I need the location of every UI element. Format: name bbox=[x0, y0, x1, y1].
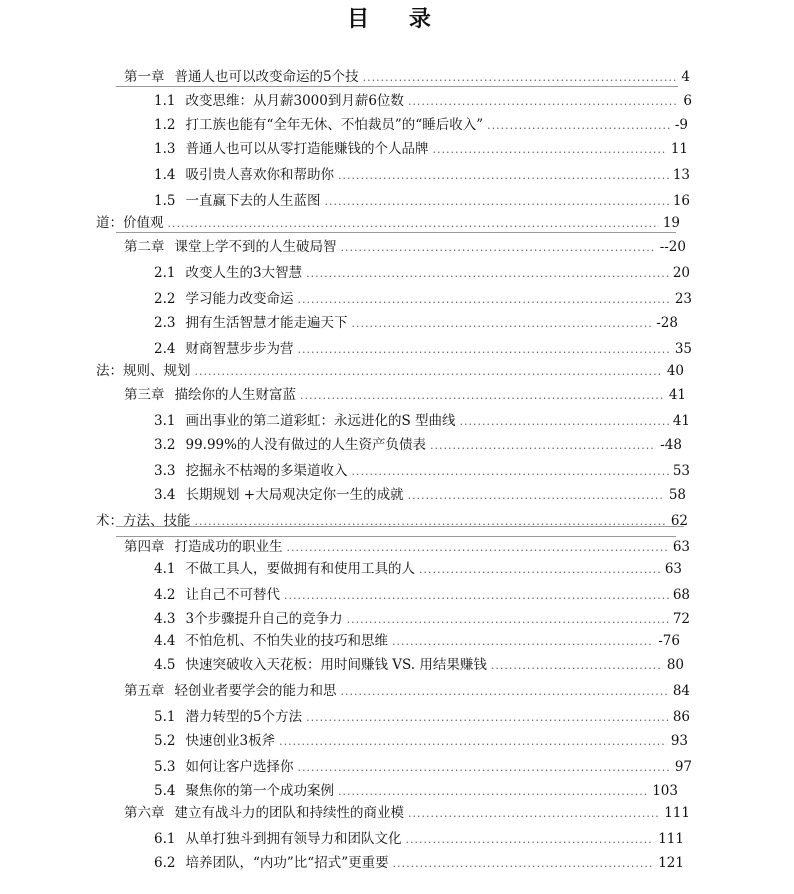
toc-entry-part[interactable] bbox=[96, 214, 680, 232]
toc-entry-section[interactable] bbox=[154, 436, 682, 454]
toc-entry-section[interactable] bbox=[154, 758, 692, 776]
toc-entry-section[interactable] bbox=[154, 486, 686, 504]
toc-entry-section[interactable] bbox=[154, 610, 690, 628]
divider-line bbox=[116, 536, 676, 537]
entry-number: 2.3 bbox=[154, 315, 176, 331]
entry-page: 62 bbox=[670, 513, 688, 529]
entry-number: 5.4 bbox=[154, 783, 176, 799]
divider-line bbox=[116, 232, 676, 233]
entry-number: 第二章 bbox=[124, 239, 165, 255]
entry-page: -76 bbox=[658, 633, 680, 649]
entry-title: 术：方法、技能 bbox=[96, 513, 191, 529]
dot-leader bbox=[430, 438, 656, 454]
dot-leader bbox=[297, 342, 670, 358]
dot-leader bbox=[195, 514, 667, 530]
entry-title: 课堂上学不到的人生破局智 bbox=[174, 239, 337, 255]
entry-page: 97 bbox=[674, 759, 692, 775]
entry-number: 第一章 bbox=[124, 69, 165, 85]
toc-entry-section[interactable] bbox=[154, 732, 688, 750]
entry-title: 长期规划 +大局观决定你一生的成就 bbox=[185, 487, 404, 503]
toc-entry-chapter[interactable] bbox=[124, 538, 690, 556]
entry-title: 让自己不可替代 bbox=[185, 587, 280, 603]
toc-entry-section[interactable] bbox=[154, 560, 682, 578]
entry-page: 86 bbox=[672, 709, 690, 725]
entry-page: 80 bbox=[666, 657, 684, 673]
entry-page: 35 bbox=[674, 341, 692, 357]
entry-page: 63 bbox=[672, 539, 690, 555]
toc-entry-chapter[interactable] bbox=[124, 238, 686, 256]
entry-page: 111 bbox=[664, 805, 690, 821]
dot-leader bbox=[338, 168, 669, 184]
entry-title: 不怕危机、不怕失业的技巧和思维 bbox=[185, 633, 388, 649]
dot-leader bbox=[363, 70, 678, 86]
entry-number: 3.1 bbox=[154, 413, 176, 429]
dot-leader bbox=[287, 540, 669, 556]
entry-page: 84 bbox=[672, 683, 690, 699]
dot-leader bbox=[297, 292, 670, 308]
entry-number: 1.3 bbox=[154, 141, 176, 157]
entry-title: 不做工具人，要做拥有和使用工具的人 bbox=[185, 561, 415, 577]
toc-entry-section[interactable] bbox=[154, 586, 690, 604]
dot-leader bbox=[351, 464, 668, 480]
entry-number: 5.3 bbox=[154, 759, 176, 775]
entry-number: 1.1 bbox=[154, 93, 176, 109]
entry-page: 41 bbox=[672, 413, 690, 429]
entry-title: 99.99%的人没有做过的人生资产负债表 bbox=[185, 437, 426, 453]
entry-number: 6.2 bbox=[154, 855, 176, 871]
entry-page: -48 bbox=[660, 437, 682, 453]
entry-title: 一直赢下去的人生蓝图 bbox=[185, 193, 321, 209]
toc-entry-section[interactable] bbox=[154, 264, 690, 282]
entry-page: 58 bbox=[668, 487, 686, 503]
entry-page: 111 bbox=[658, 831, 684, 847]
toc-entry-section[interactable] bbox=[154, 632, 680, 650]
toc-entry-section[interactable] bbox=[154, 656, 684, 674]
entry-page: 11 bbox=[670, 141, 688, 157]
entry-page: 63 bbox=[664, 561, 682, 577]
entry-title: 画出事业的第二道彩虹：永远进化的S 型曲线 bbox=[185, 413, 456, 429]
toc-entry-chapter[interactable] bbox=[124, 682, 690, 700]
entry-page: 13 bbox=[672, 167, 690, 183]
entry-page: 72 bbox=[672, 611, 690, 627]
entry-page: 19 bbox=[662, 215, 680, 231]
entry-page: 121 bbox=[658, 855, 684, 871]
toc-entry-section[interactable] bbox=[154, 290, 692, 308]
dot-leader bbox=[487, 118, 671, 134]
entry-page: 4 bbox=[681, 69, 690, 85]
dot-leader bbox=[168, 216, 659, 232]
dot-leader bbox=[347, 612, 669, 628]
entry-number: 2.2 bbox=[154, 291, 176, 307]
entry-title: 快速创业3板斧 bbox=[185, 733, 276, 749]
dot-leader bbox=[419, 562, 661, 578]
dot-leader bbox=[392, 634, 654, 650]
entry-title: 挖掘永不枯竭的多渠道收入 bbox=[185, 463, 348, 479]
toc-entry-section[interactable] bbox=[154, 412, 690, 430]
entry-number: 5.1 bbox=[154, 709, 176, 725]
divider-line bbox=[116, 86, 678, 87]
entry-title: 快速突破收入天花板：用时间赚钱 VS. 用结果赚钱 bbox=[185, 657, 487, 673]
entry-page: -28 bbox=[656, 315, 678, 331]
entry-title: 建立有战斗力的团队和持续性的商业模 bbox=[174, 805, 404, 821]
entry-title: 轻创业者要学会的能力和思 bbox=[174, 683, 337, 699]
toc-entry-section[interactable] bbox=[154, 782, 678, 800]
entry-number: 3.2 bbox=[154, 437, 176, 453]
entry-number: 4.5 bbox=[154, 657, 176, 673]
toc-entry-section[interactable] bbox=[154, 166, 690, 184]
entry-title: 打工族也能有“全年无休、不怕裁员”的“睡后收入” bbox=[185, 117, 484, 133]
dot-leader bbox=[195, 364, 663, 380]
toc-entry-section[interactable] bbox=[154, 708, 690, 726]
entry-page: 68 bbox=[672, 587, 690, 603]
entry-title: 描绘你的人生财富蓝 bbox=[174, 387, 296, 403]
entry-page: 41 bbox=[668, 387, 686, 403]
dot-leader bbox=[338, 784, 648, 800]
entry-title: 打造成功的职业生 bbox=[174, 539, 283, 555]
entry-page: 53 bbox=[672, 463, 690, 479]
toc-entry-section[interactable] bbox=[154, 830, 684, 848]
dot-leader bbox=[279, 734, 667, 750]
entry-number: 1.4 bbox=[154, 167, 176, 183]
entry-title: 潜力转型的5个方法 bbox=[185, 709, 303, 725]
entry-title: 吸引贵人喜欢你和帮助你 bbox=[185, 167, 334, 183]
entry-title: 学习能力改变命运 bbox=[185, 291, 294, 307]
entry-title: 拥有生活智慧才能走遍天下 bbox=[185, 315, 348, 331]
toc-entry-section[interactable] bbox=[154, 314, 678, 332]
toc-entry-part[interactable] bbox=[96, 362, 684, 380]
entry-number: 第三章 bbox=[124, 387, 165, 403]
entry-title: 改变思维：从月薪3000到月薪6位数 bbox=[185, 93, 404, 109]
entry-number: 4.2 bbox=[154, 587, 176, 603]
toc-entry-section[interactable] bbox=[154, 340, 692, 358]
dot-leader bbox=[351, 316, 652, 332]
entry-number: 5.2 bbox=[154, 733, 176, 749]
entry-number: 第五章 bbox=[124, 683, 165, 699]
dot-leader bbox=[341, 684, 669, 700]
dot-leader bbox=[408, 806, 660, 822]
entry-page: 40 bbox=[666, 363, 684, 379]
entry-number: 1.5 bbox=[154, 193, 176, 209]
entry-page: 20 bbox=[672, 265, 690, 281]
dot-leader bbox=[324, 194, 668, 210]
toc-entry-section[interactable] bbox=[154, 192, 690, 210]
toc-entry-chapter[interactable] bbox=[124, 804, 690, 822]
entry-page: 103 bbox=[652, 783, 678, 799]
entry-title: 改变人生的3大智慧 bbox=[185, 265, 303, 281]
entry-title: 如何让客户选择你 bbox=[185, 759, 294, 775]
entry-title: 培养团队，“内功”比“招式”更重要 bbox=[185, 855, 389, 871]
page-title: 目 录 bbox=[347, 6, 447, 32]
entry-page: --20 bbox=[659, 239, 686, 255]
entry-number: 第六章 bbox=[124, 805, 165, 821]
entry-title: 财商智慧步步为营 bbox=[185, 341, 294, 357]
entry-number: 6.1 bbox=[154, 831, 176, 847]
entry-number: 第四章 bbox=[124, 539, 165, 555]
dot-leader bbox=[300, 388, 665, 404]
toc-entry-section[interactable] bbox=[154, 140, 688, 158]
dot-leader bbox=[306, 710, 669, 726]
entry-title: 道：价值观 bbox=[96, 215, 164, 231]
toc-entry-part[interactable] bbox=[96, 512, 688, 530]
toc-entry-chapter[interactable] bbox=[124, 386, 686, 404]
entry-number: 4.4 bbox=[154, 633, 176, 649]
entry-page: -9 bbox=[674, 117, 688, 133]
entry-page: 93 bbox=[670, 733, 688, 749]
entry-number: 4.1 bbox=[154, 561, 176, 577]
entry-page: 6 bbox=[683, 93, 692, 109]
entry-title: 法：规则、规划 bbox=[96, 363, 191, 379]
dot-leader bbox=[405, 832, 654, 848]
entry-number: 1.2 bbox=[154, 117, 176, 133]
dot-leader bbox=[297, 760, 670, 776]
entry-page: 23 bbox=[674, 291, 692, 307]
entry-title: 普通人也可以改变命运的5个技 bbox=[174, 69, 359, 85]
entry-number: 3.3 bbox=[154, 463, 176, 479]
dot-leader bbox=[432, 142, 666, 158]
entry-number: 4.3 bbox=[154, 611, 176, 627]
dot-leader bbox=[306, 266, 669, 282]
dot-leader bbox=[341, 240, 656, 256]
toc-entry-section[interactable] bbox=[154, 854, 684, 872]
dot-leader bbox=[393, 856, 655, 872]
toc-entry-section[interactable] bbox=[154, 462, 690, 480]
dot-leader bbox=[408, 94, 679, 110]
dot-leader bbox=[408, 488, 665, 504]
dot-leader bbox=[284, 588, 669, 604]
dot-leader bbox=[460, 414, 669, 430]
dot-leader bbox=[491, 658, 663, 674]
entry-number: 2.4 bbox=[154, 341, 176, 357]
entry-page: 16 bbox=[672, 193, 690, 209]
entry-number: 2.1 bbox=[154, 265, 176, 281]
entry-title: 聚焦你的第一个成功案例 bbox=[185, 783, 334, 799]
entry-title: 3个步骤提升自己的竞争力 bbox=[185, 611, 343, 627]
toc-entry-section[interactable] bbox=[154, 92, 692, 110]
toc-entry-section[interactable] bbox=[154, 116, 688, 134]
entry-title: 普通人也可以从零打造能赚钱的个人品牌 bbox=[185, 141, 429, 157]
entry-number: 3.4 bbox=[154, 487, 176, 503]
toc-entry-chapter[interactable] bbox=[124, 68, 690, 86]
entry-title: 从单打独斗到拥有领导力和团队文化 bbox=[185, 831, 402, 847]
